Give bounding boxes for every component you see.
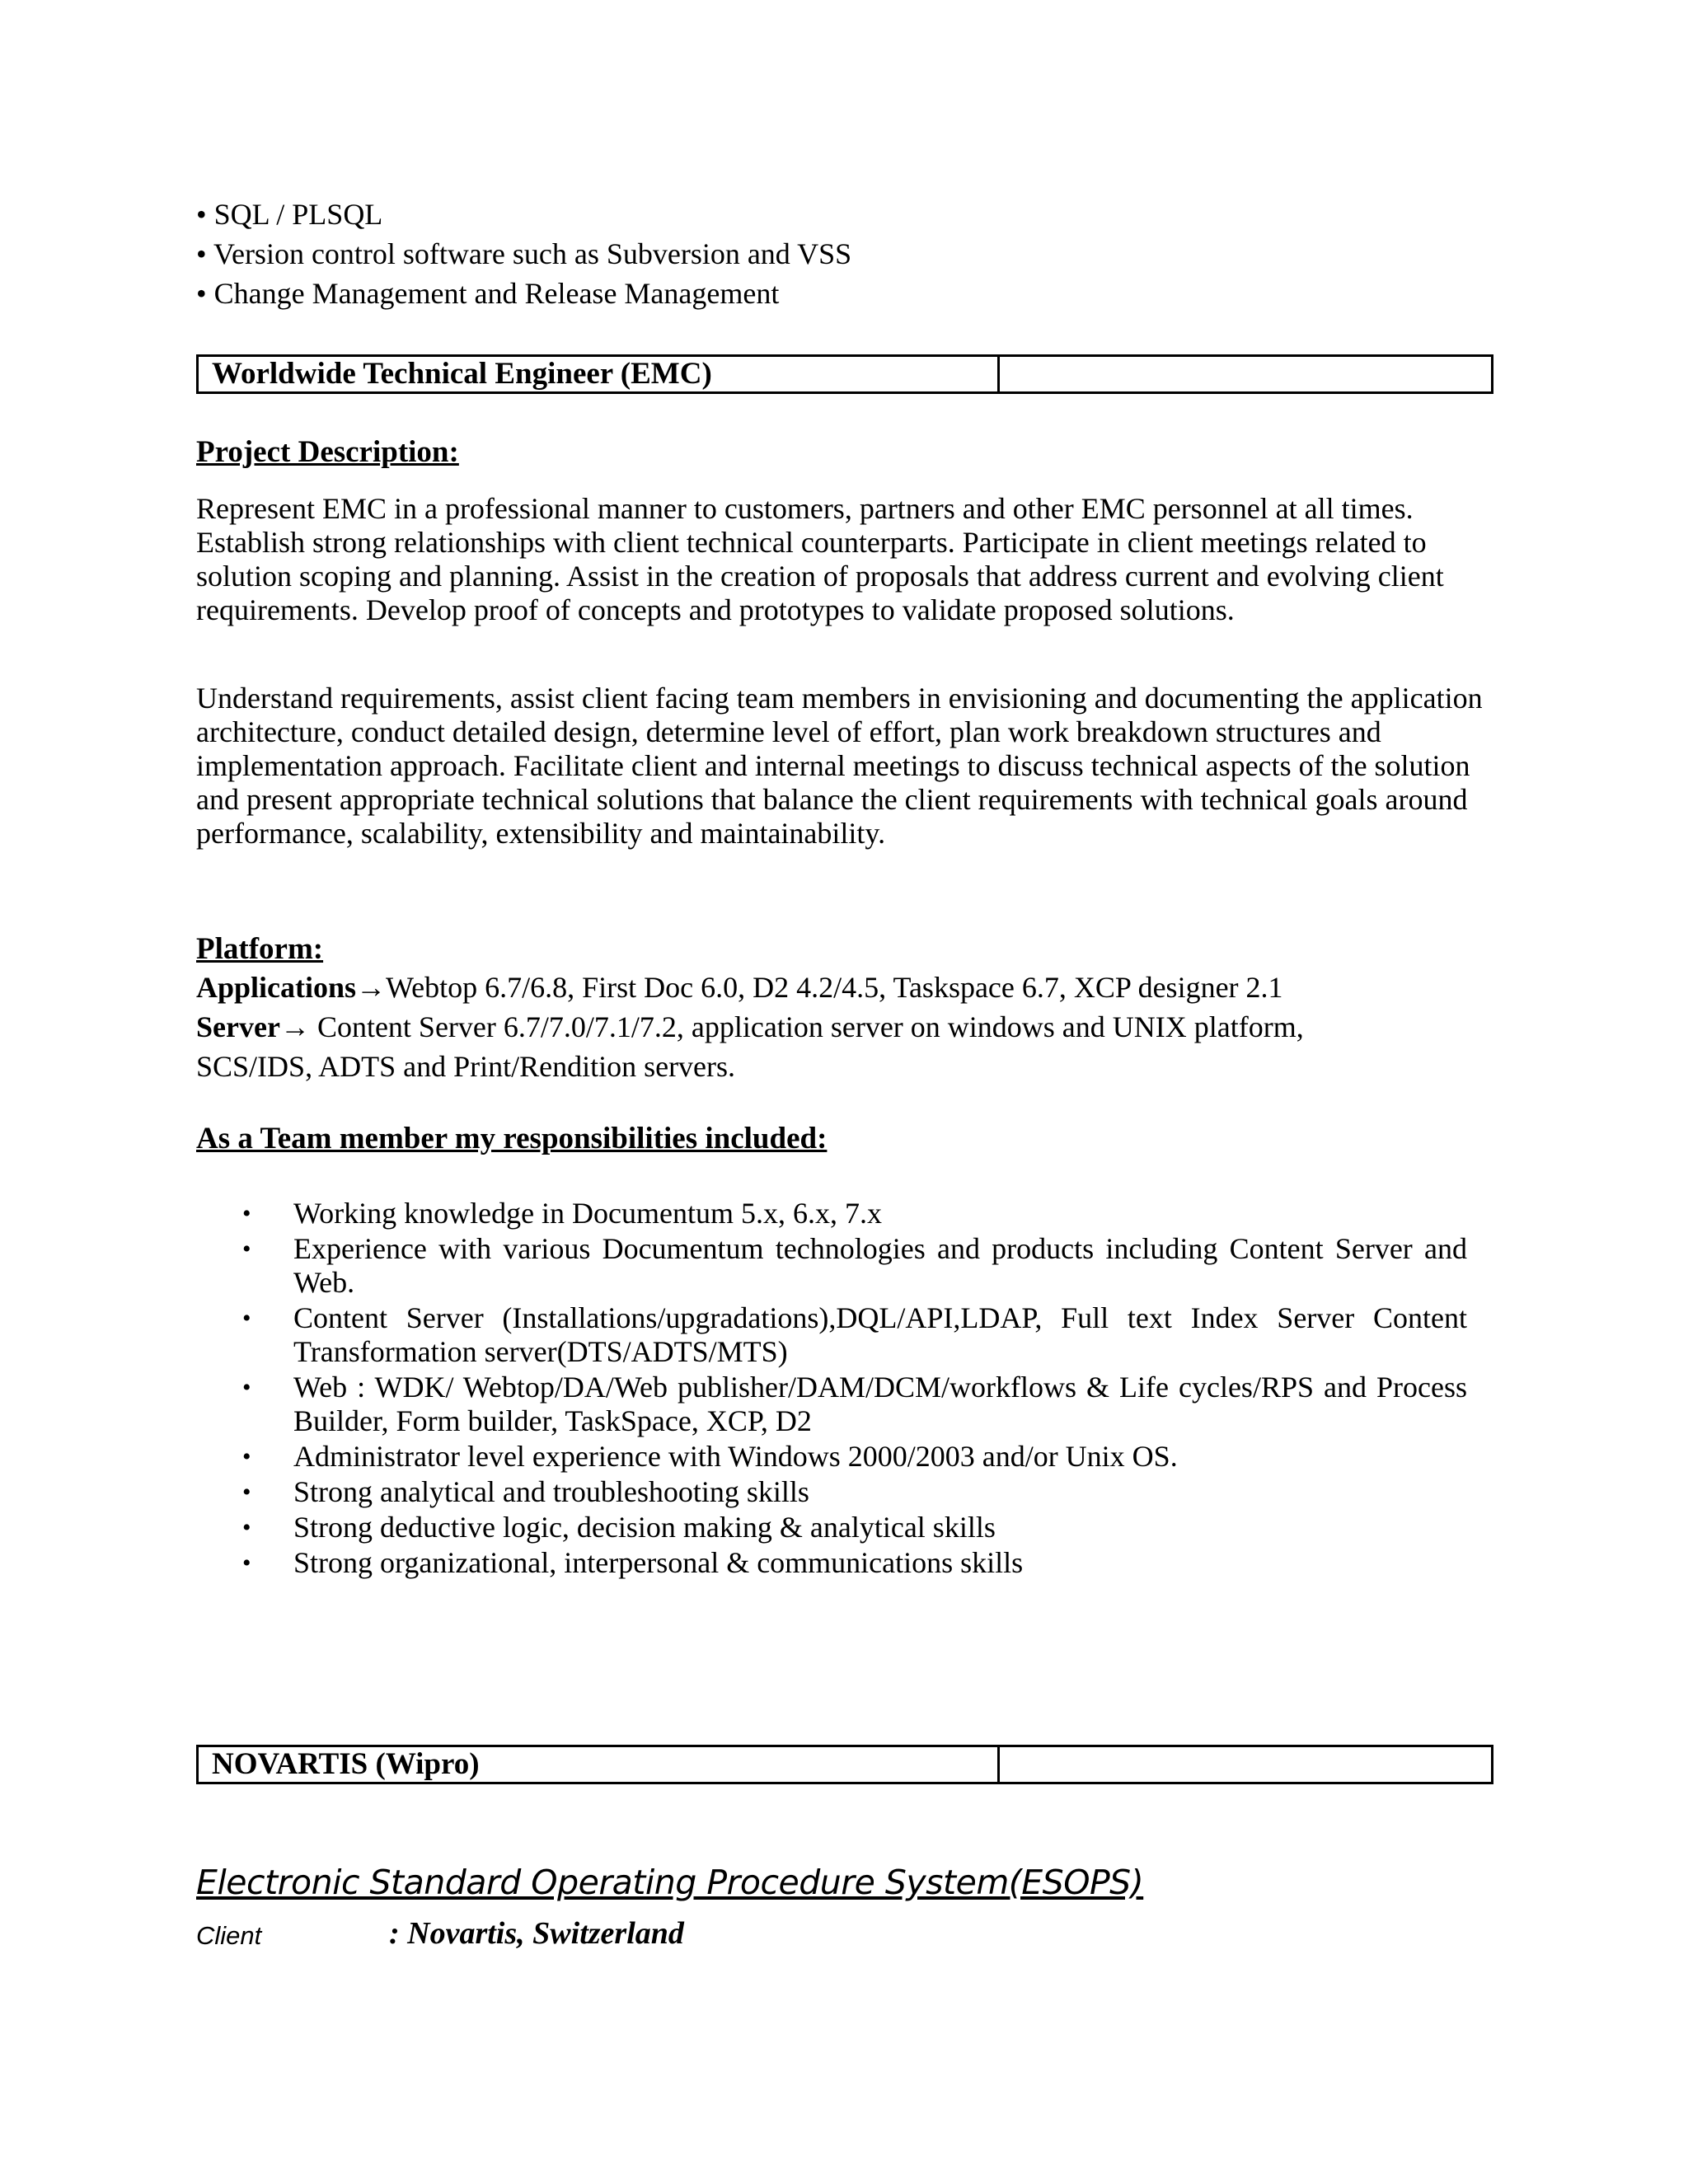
list-item bbox=[196, 1232, 1467, 1300]
list-item-text: Experience with various Documentum technologies and products including Content Server and Web. bbox=[293, 1232, 1467, 1299]
arrow-icon: → bbox=[279, 1010, 310, 1043]
project-description-paragraph-1: Represent EMC in a professional manner to customers, partners and other EMC personnel at all times. Establish strong relationships with client technical counterparts. Participate in client meetings related to solution scoping and planning. Assist in the creation of proposals that address current and evolving client requirements. Develop proof of concepts and prototypes to validate proposed solutions. bbox=[196, 492, 1444, 626]
list-item-text: Strong deductive logic, decision making & analytical skills bbox=[293, 1511, 996, 1544]
arrow-icon: → bbox=[356, 971, 387, 1004]
applications-label: Applications bbox=[196, 971, 357, 1004]
responsibilities-list bbox=[196, 1197, 1467, 1582]
list-item-text: Content Server (Installations/upgradations),DQL/API,LDAP, Full text Index Server Content Transformation server(DTS/ADTS/MTS) bbox=[293, 1301, 1467, 1368]
bullet-icon: • bbox=[242, 1374, 251, 1401]
company-header-table bbox=[196, 1745, 1493, 1784]
platform-server-line bbox=[196, 1009, 1304, 1045]
server-label: Server bbox=[196, 1010, 280, 1043]
list-item bbox=[196, 1371, 1467, 1438]
role-header-empty-cell bbox=[1000, 357, 1491, 391]
list-item bbox=[196, 1546, 1467, 1580]
platform-server-line-continued: SCS/IDS, ADTS and Print/Rendition servers. bbox=[196, 1050, 736, 1083]
list-item bbox=[196, 1511, 1467, 1544]
bullet-icon: • bbox=[242, 1514, 251, 1541]
client-label: Client bbox=[196, 1921, 262, 1950]
responsibilities-heading: As a Team member my responsibilities included: bbox=[196, 1122, 828, 1155]
list-item bbox=[196, 1301, 1467, 1369]
bullet-icon: • bbox=[242, 1443, 251, 1470]
company-title: NOVARTIS (Wipro) bbox=[199, 1747, 1000, 1782]
skill-line-change-management: • Change Management and Release Management bbox=[196, 277, 780, 310]
list-item bbox=[196, 1475, 1467, 1509]
bullet-icon: • bbox=[242, 1200, 251, 1227]
list-item-text: Administrator level experience with Windows 2000/2003 and/or Unix OS. bbox=[293, 1440, 1178, 1473]
list-item bbox=[196, 1197, 1467, 1230]
applications-value: Webtop 6.7/6.8, First Doc 6.0, D2 4.2/4.5, Taskspace 6.7, XCP designer 2.1 bbox=[386, 971, 1283, 1004]
list-item-text: Strong analytical and troubleshooting skills bbox=[293, 1475, 809, 1508]
role-title: Worldwide Technical Engineer (EMC) bbox=[199, 357, 1000, 391]
bullet-icon: • bbox=[242, 1479, 251, 1506]
skill-line-sql: • SQL / PLSQL bbox=[196, 198, 383, 231]
role-header-table bbox=[196, 354, 1493, 394]
list-item-text: Working knowledge in Documentum 5.x, 6.x, 7.x bbox=[293, 1197, 883, 1230]
bullet-icon: • bbox=[242, 1305, 251, 1332]
list-item bbox=[196, 1440, 1467, 1474]
company-header-empty-cell bbox=[1000, 1747, 1491, 1782]
platform-heading: Platform: bbox=[196, 932, 324, 966]
client-value: : Novartis, Switzerland bbox=[389, 1916, 684, 1951]
project-description-paragraph-2: Understand requirements, assist client facing team members in envisioning and documenting the application architecture, conduct detailed design, determine level of effort, plan work breakdown structures and implementation approach. Facilitate client and internal meetings to discuss technical aspects of the solution and present appropriate technical solutions that balance the client requirements with technical goals around performance, scalability, extensibility and maintainability. bbox=[196, 682, 1483, 850]
project-title: Electronic Standard Operating Procedure System(ESOPS) bbox=[196, 1863, 1144, 1902]
platform-applications-line bbox=[196, 969, 1283, 1005]
project-description-heading: Project Description: bbox=[196, 435, 459, 469]
bullet-icon: • bbox=[242, 1235, 251, 1263]
skill-line-version-control: • Version control software such as Subversion and VSS bbox=[196, 237, 852, 270]
server-value: Content Server 6.7/7.0/7.1/7.2, application server on windows and UNIX platform, bbox=[309, 1010, 1304, 1043]
list-item-text: Web : WDK/ Webtop/DA/Web publisher/DAM/DCM/workflows & Life cycles/RPS and Process Builder, Form builder, TaskSpace, XCP, D2 bbox=[293, 1371, 1467, 1437]
bullet-icon: • bbox=[242, 1549, 251, 1577]
list-item-text: Strong organizational, interpersonal & communications skills bbox=[293, 1546, 1024, 1579]
